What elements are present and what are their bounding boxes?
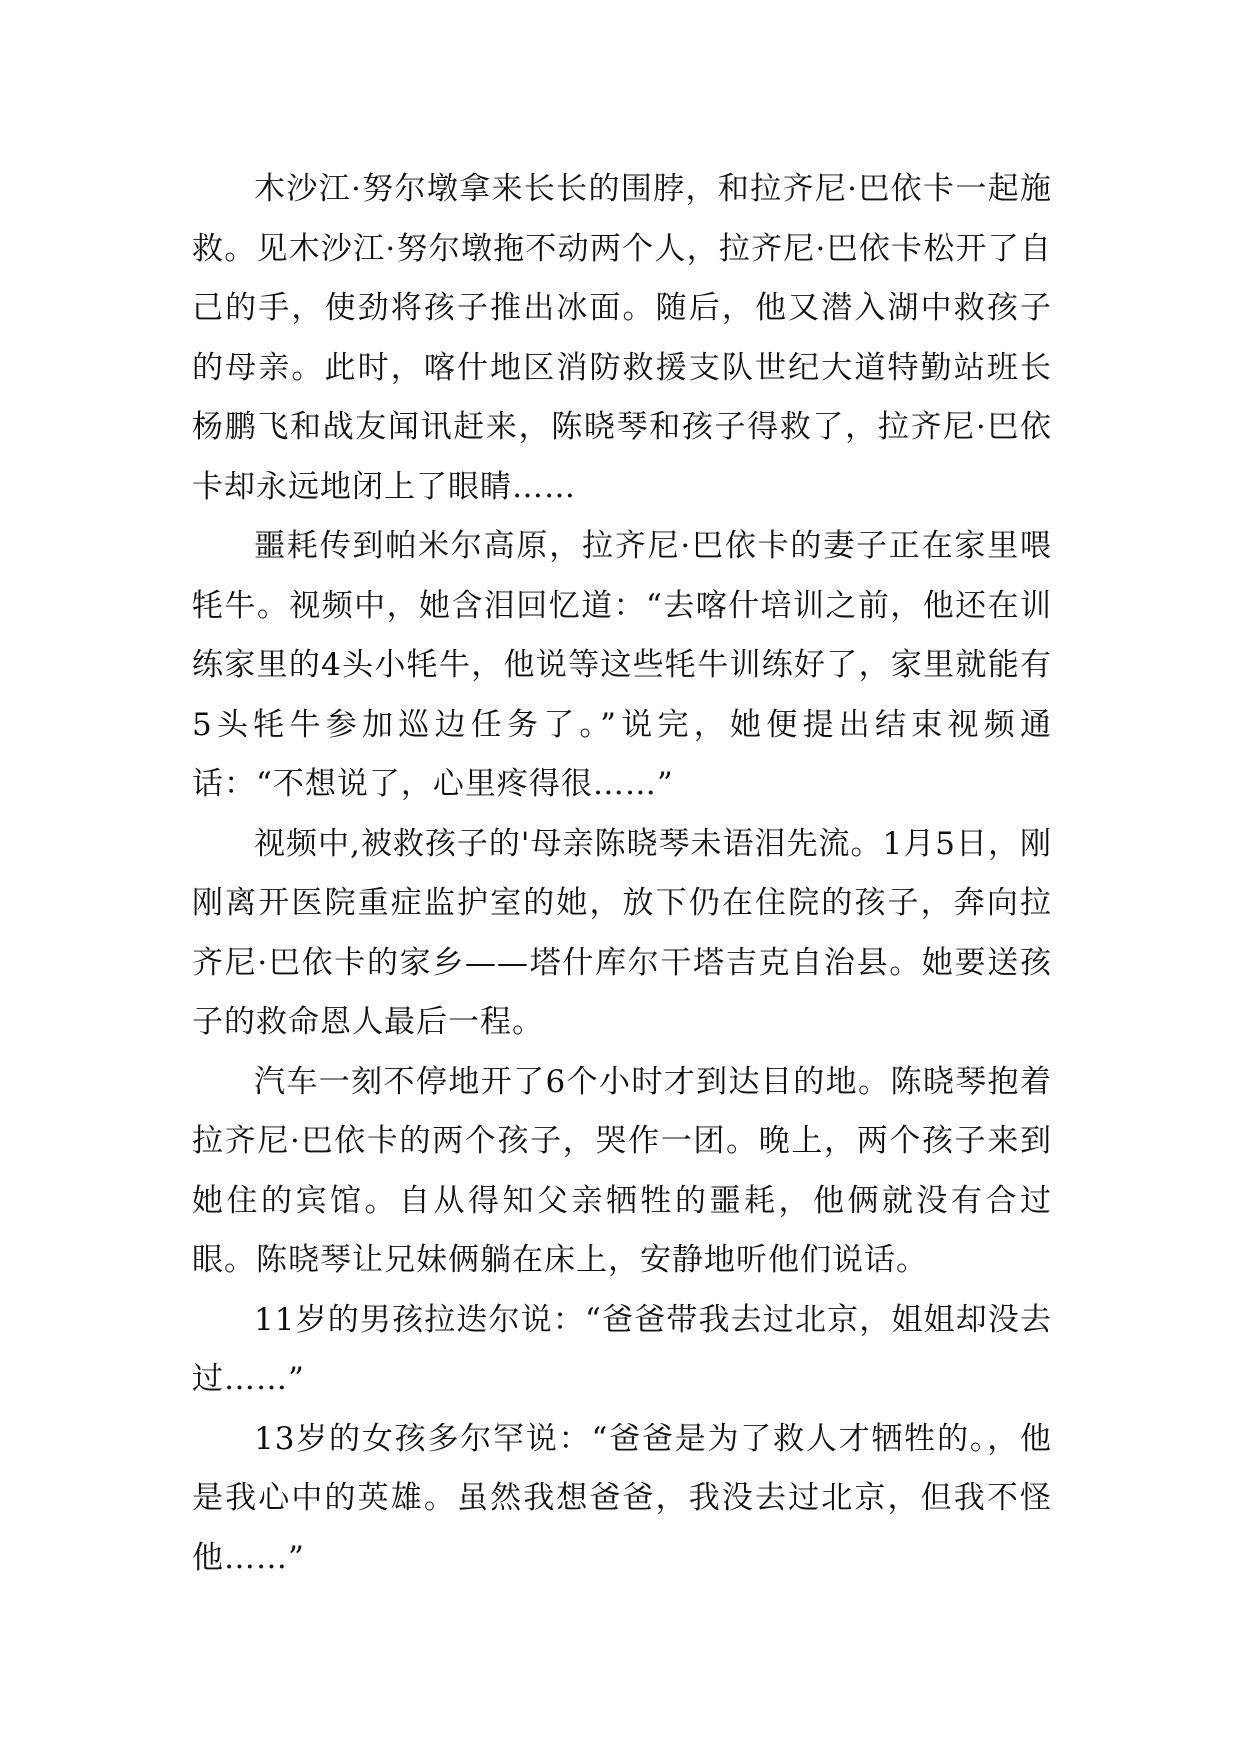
paragraph-daughter-quote: 13岁的女孩多尔罕说：“爸爸是为了救人才牺牲的。，他是我心中的英雄。虽然我想爸爸，我没去过北京，但我不怪他……” — [192, 1420, 1052, 1576]
paragraph-son-quote: 11岁的男孩拉迭尔说：“爸爸带我去过北京，姐姐却没去过……” — [192, 1301, 1052, 1397]
paragraph-mother-visit: 视频中,被救孩子的'母亲陈晓琴未语泪先流。1月5日，刚刚离开医院重症监护室的她，放下仍在住院的孩子，奔向拉齐尼·巴依卡的家乡——塔什库尔干塔吉克自治县。她要送孩子的救命恩人最后一程。 — [192, 825, 1052, 1040]
paragraph-rescue: 木沙江·努尔墩拿来长长的围脖，和拉齐尼·巴依卡一起施救。见木沙江·努尔墩拖不动两个人，拉齐尼·巴依卡松开了自己的手，使劲将孩子推出冰面。随后，他又潜入湖中救孩子的母亲。此时，喀什地区消防救援支队世纪大道特勤站班长杨鹏飞和战友闻讯赶来，陈晓琴和孩子得救了，拉齐尼·巴依卡却永远地闭上了眼睛…… — [192, 171, 1052, 505]
article-body — [192, 160, 1052, 1588]
paragraph-bad-news: 噩耗传到帕米尔高原，拉齐尼·巴依卡的妻子正在家里喂牦牛。视频中，她含泪回忆道：“去喀什培训之前，他还在训练家里的4头小牦牛，他说等这些牦牛训练好了，家里就能有5头牦牛参加巡边任务了。”说完，她便提出结束视频通话：“不想说了，心里疼得很……” — [192, 528, 1052, 802]
paragraph-journey: 汽车一刻不停地开了6个小时才到达目的地。陈晓琴抱着拉齐尼·巴依卡的两个孩子，哭作一团。晚上，两个孩子来到她住的宾馆。自从得知父亲牺牲的噩耗，他俩就没有合过眼。陈晓琴让兄妹俩躺在床上，安静地听他们说话。 — [192, 1063, 1052, 1278]
